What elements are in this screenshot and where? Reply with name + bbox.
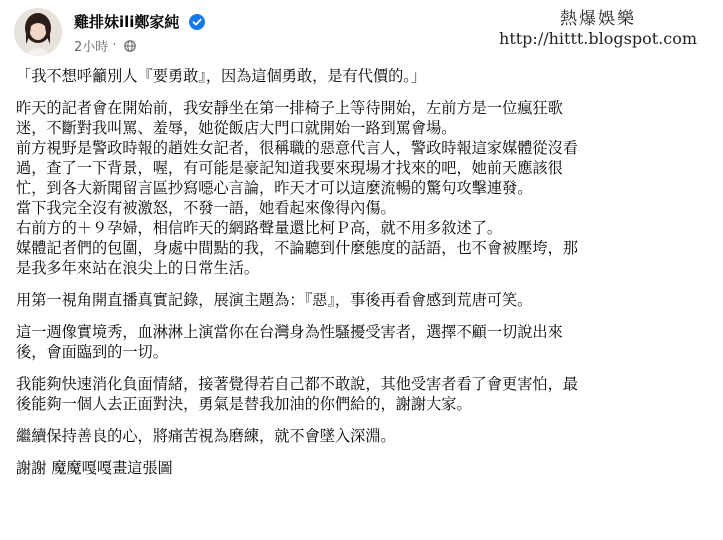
post-text-line: 後，會面臨到的一切。 — [16, 343, 168, 361]
post-text-line: 「我不想呼籲別人『要勇敢』，因為這個勇敢，是有代價的。」 — [16, 67, 427, 85]
verified-badge-icon — [189, 14, 205, 30]
post-text-line: 當下我完全沒有被激怒，不發一語，她看起來像得內傷。 — [16, 199, 396, 217]
post-text-line: 這一週像實境秀，血淋淋上演當你在台灣身為性騷擾受害者，選擇不顧一切說出來 — [16, 323, 563, 341]
post-paragraph — [16, 322, 710, 362]
post-text-line: 右前方的＋９孕婦，相信昨天的網路聲量還比柯Ｐ高，就不用多敘述了。 — [16, 219, 502, 237]
post-text-line: 前方視野是警政時報的趙姓女記者，很稱職的惡意代言人，警政時報這家媒體從沒看 — [16, 139, 578, 157]
post-paragraph — [16, 290, 710, 310]
post-text-line: 後能夠一個人去正面對決，勇氣是替我加油的你們給的，謝謝大家。 — [16, 395, 472, 413]
watermark-title: 熱爆娛樂 — [560, 9, 636, 29]
post-text-line: 媒體記者們的包圍，身處中間點的我，不論聽到什麼態度的話語，也不會被壓垮，那 — [16, 239, 578, 257]
time-separator: · — [112, 38, 117, 53]
post-text-line: 過，查了一下背景，喔，有可能是豪記知道我要來現場才找來的吧，她前天應該很 — [16, 159, 563, 177]
post-text-line: 用第一視角開直播真實記錄，展演主題為：『惡』，事後再看會感到荒唐可笑。 — [16, 291, 533, 309]
post-time[interactable]: 2小時 — [74, 40, 109, 55]
post-text-line: 昨天的記者會在開始前，我安靜坐在第一排椅子上等待開始，左前方是一位瘋狂歌 — [16, 99, 563, 117]
post-text-line: 迷，不斷對我叫罵、羞辱，她從飯店大門口就開始一路到罵會場。 — [16, 119, 457, 137]
author-name-text[interactable]: 雞排妹ili鄭家純 — [74, 13, 180, 31]
post-paragraph — [16, 458, 710, 478]
blog-watermark — [499, 10, 697, 48]
post-text-line: 是我多年來站在浪尖上的日常生活。 — [16, 259, 259, 277]
watermark-url: http://hittt.blogspot.com — [499, 28, 697, 48]
post-text-line: 忙，到各大新聞留言區抄寫噁心言論，昨天才可以這麼流暢的驚句攻擊連發。 — [16, 179, 533, 197]
globe-icon[interactable] — [124, 40, 136, 52]
post-body — [16, 66, 710, 490]
avatar-photo — [14, 8, 62, 56]
post-paragraph — [16, 426, 710, 446]
post-meta — [74, 36, 136, 55]
author-avatar[interactable] — [14, 8, 62, 56]
post-text-line: 繼續保持善良的心，將痛苦視為磨練，就不會墜入深淵。 — [16, 427, 396, 445]
post-paragraph — [16, 374, 710, 414]
post-paragraph — [16, 98, 710, 278]
author-name[interactable] — [74, 11, 205, 32]
post-text-line: 我能夠快速消化負面情緒，接著覺得若自己都不敢說，其他受害者看了會更害怕，最 — [16, 375, 578, 393]
post-paragraph — [16, 66, 710, 86]
post-text-line: 謝謝 魔魔嘎嘎畫這張圖 — [16, 459, 173, 477]
post-header — [14, 6, 709, 62]
